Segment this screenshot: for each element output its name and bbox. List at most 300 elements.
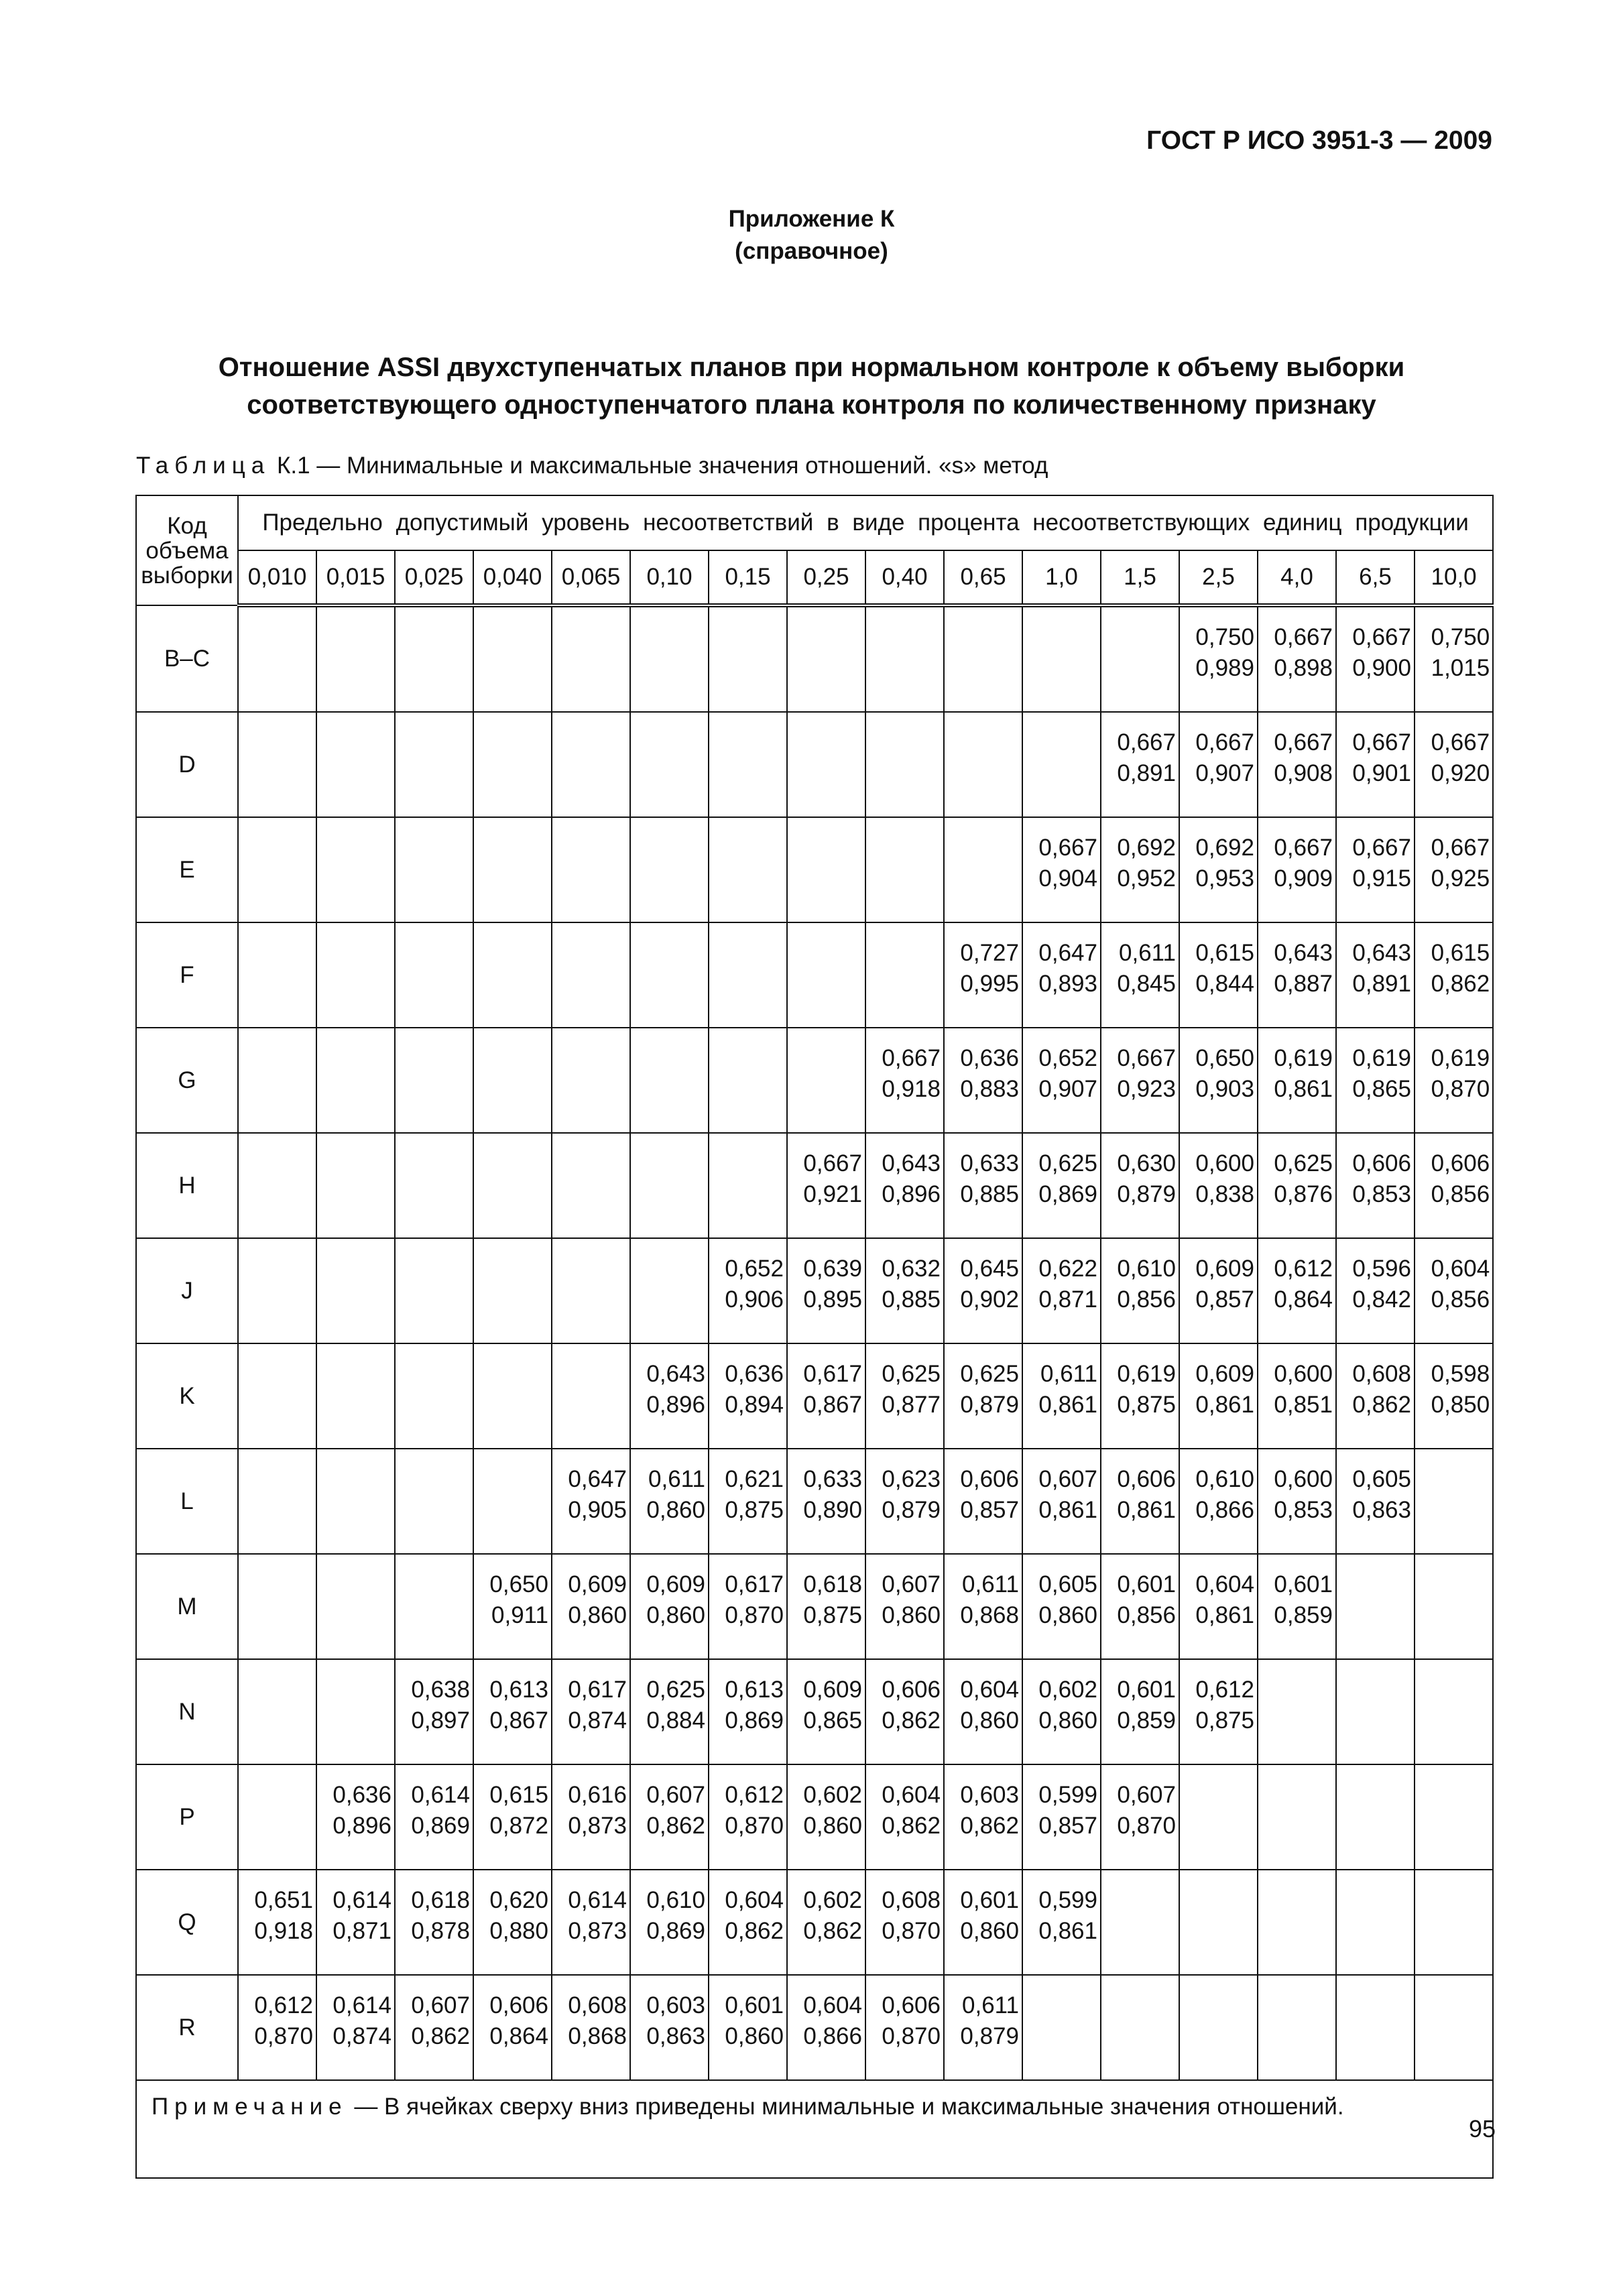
standard-number: ГОСТ Р ИСО 3951-3 — 2009: [1146, 126, 1492, 155]
ratio-min: 0,619: [1431, 1045, 1490, 1071]
empty-cell: [944, 605, 1022, 712]
empty-cell: [238, 1659, 316, 1764]
ratio-min: 0,647: [1038, 940, 1097, 966]
table-note: [136, 2080, 1493, 2178]
empty-cell: [944, 817, 1022, 922]
ratio-max: 0,873: [568, 1918, 627, 1944]
ratio-cell: [787, 1870, 865, 1975]
empty-cell: [944, 712, 1022, 817]
ratio-max: 0,874: [333, 2023, 392, 2049]
ratio-max: 0,869: [1038, 1181, 1097, 1207]
ratio-cell: [787, 1133, 865, 1238]
sample-size-code: G: [136, 1028, 238, 1133]
annex-label: Приложение К: [728, 206, 895, 232]
ratio-min: 0,610: [1117, 1256, 1176, 1282]
ratio-min: 0,609: [568, 1571, 627, 1597]
ratio-min: 0,599: [1038, 1782, 1097, 1808]
ratio-min: 0,604: [803, 1992, 862, 2018]
table-row: [136, 1975, 1493, 2080]
ratio-cell: [1179, 1554, 1258, 1659]
sample-size-code: D: [136, 712, 238, 817]
ratio-min: 0,636: [725, 1361, 784, 1387]
ratio-min: 0,621: [725, 1466, 784, 1492]
empty-cell: [552, 1238, 630, 1343]
ratio-cell: [709, 1659, 787, 1764]
table-row: [136, 712, 1493, 817]
ratio-min: 0,619: [1352, 1045, 1411, 1071]
empty-cell: [865, 712, 944, 817]
ratio-max: 0,864: [489, 2023, 548, 2049]
ratio-min: 0,603: [646, 1992, 705, 2018]
ratio-min: 0,605: [1038, 1571, 1097, 1597]
ratio-cell: [1258, 1554, 1336, 1659]
empty-cell: [1336, 1659, 1415, 1764]
ratio-max: 0,871: [333, 1918, 392, 1944]
ratio-max: 0,861: [1038, 1392, 1097, 1418]
ratio-max: 0,879: [960, 1392, 1019, 1418]
ratio-min: 0,602: [803, 1887, 862, 1913]
ratio-min: 0,667: [1352, 729, 1411, 756]
ratio-cell: [1179, 1133, 1258, 1238]
ratio-max: 0,923: [1117, 1076, 1176, 1102]
empty-cell: [630, 817, 709, 922]
empty-cell: [552, 712, 630, 817]
empty-cell: [395, 1449, 473, 1554]
note-prefix: Примечание: [152, 2094, 348, 2120]
empty-cell: [1101, 605, 1179, 712]
ratio-max: 0,876: [1274, 1181, 1333, 1207]
ratio-table: [135, 495, 1494, 2179]
ratio-cell: [1022, 922, 1101, 1028]
ratio-max: 0,925: [1431, 865, 1490, 892]
ratio-cell: [709, 1554, 787, 1659]
empty-cell: [630, 712, 709, 817]
ratio-cell: [787, 1238, 865, 1343]
ratio-max: 0,903: [1195, 1076, 1254, 1102]
empty-cell: [316, 1028, 395, 1133]
ratio-min: 0,636: [960, 1045, 1019, 1071]
ratio-cell: [1022, 1764, 1101, 1870]
ratio-max: 0,953: [1195, 865, 1254, 892]
empty-cell: [473, 712, 552, 817]
ratio-min: 0,606: [960, 1466, 1019, 1492]
annex-heading: [0, 203, 1623, 267]
empty-cell: [238, 1238, 316, 1343]
ratio-max: 0,857: [1195, 1286, 1254, 1313]
empty-cell: [238, 817, 316, 922]
ratio-min: 0,611: [962, 1571, 1019, 1597]
ratio-min: 0,625: [882, 1361, 941, 1387]
ratio-max: 0,863: [646, 2023, 705, 2049]
ratio-max: 0,878: [411, 1918, 470, 1944]
ratio-max: 0,875: [803, 1602, 862, 1628]
ratio-min: 0,607: [646, 1782, 705, 1808]
table-row: [136, 1659, 1493, 1764]
sample-size-code: L: [136, 1449, 238, 1554]
empty-cell: [1415, 1449, 1493, 1554]
ratio-cell: [1101, 1764, 1179, 1870]
ratio-max: 0,877: [882, 1392, 941, 1418]
ratio-cell: [1022, 1449, 1101, 1554]
ratio-min: 0,667: [1274, 624, 1333, 650]
ratio-min: 0,750: [1431, 624, 1490, 650]
ratio-cell: [1336, 1133, 1415, 1238]
empty-cell: [395, 1028, 473, 1133]
ratio-cell: [1258, 1238, 1336, 1343]
ratio-min: 0,633: [803, 1466, 862, 1492]
ratio-max: 0,907: [1195, 760, 1254, 786]
ratio-cell: [1022, 1133, 1101, 1238]
ratio-cell: [1022, 1238, 1101, 1343]
title-line-2: соответствующего одноступенчатого плана контроля по количественному признаку: [247, 390, 1376, 420]
empty-cell: [473, 1343, 552, 1449]
ratio-min: 0,625: [1038, 1150, 1097, 1176]
empty-cell: [1336, 1554, 1415, 1659]
ratio-min: 0,617: [803, 1361, 862, 1387]
sample-size-code: R: [136, 1975, 238, 2080]
table-row: [136, 922, 1493, 1028]
ratio-min: 0,727: [960, 940, 1019, 966]
table-row: [136, 1133, 1493, 1238]
ratio-cell: [1258, 1449, 1336, 1554]
empty-cell: [552, 1133, 630, 1238]
empty-cell: [238, 1133, 316, 1238]
ratio-cell: [944, 1659, 1022, 1764]
ratio-cell: [1336, 712, 1415, 817]
empty-cell: [1258, 1659, 1336, 1764]
ratio-cell: [1336, 1028, 1415, 1133]
ratio-max: 0,911: [491, 1602, 548, 1628]
ratio-min: 0,647: [568, 1466, 627, 1492]
aql-group-header: Предельно допустимый уровень несоответствий в виде процента несоответствующих единиц продукции: [238, 495, 1493, 550]
ratio-cell: [1022, 1870, 1101, 1975]
empty-cell: [238, 1343, 316, 1449]
empty-cell: [1415, 1659, 1493, 1764]
ratio-min: 0,611: [962, 1992, 1019, 2018]
ratio-min: 0,643: [1352, 940, 1411, 966]
empty-cell: [316, 712, 395, 817]
sample-size-code: F: [136, 922, 238, 1028]
ratio-min: 0,612: [1274, 1256, 1333, 1282]
ratio-cell: [787, 1659, 865, 1764]
ratio-max: 0,860: [960, 1918, 1019, 1944]
empty-cell: [238, 712, 316, 817]
ratio-max: 0,865: [803, 1707, 862, 1734]
empty-cell: [1179, 1975, 1258, 2080]
ratio-max: 0,921: [803, 1181, 862, 1207]
ratio-cell: [473, 1870, 552, 1975]
ratio-min: 0,636: [333, 1782, 392, 1808]
ratio-cell: [1101, 1343, 1179, 1449]
empty-cell: [395, 817, 473, 922]
empty-cell: [1101, 1975, 1179, 2080]
ratio-max: 0,861: [1038, 1497, 1097, 1523]
aql-level-header: 1,0: [1022, 550, 1101, 605]
ratio-min: 0,611: [1040, 1361, 1097, 1387]
ratio-max: 0,862: [646, 1813, 705, 1839]
empty-cell: [316, 1133, 395, 1238]
ratio-cell: [865, 1449, 944, 1554]
empty-cell: [1336, 1975, 1415, 2080]
ratio-min: 0,608: [1352, 1361, 1411, 1387]
ratio-cell: [316, 1870, 395, 1975]
ratio-min: 0,606: [489, 1992, 548, 2018]
ratio-cell: [1336, 605, 1415, 712]
empty-cell: [552, 1028, 630, 1133]
ratio-max: 0,862: [411, 2023, 470, 2049]
table-row: [136, 1238, 1493, 1343]
ratio-max: 0,865: [1352, 1076, 1411, 1102]
ratio-min: 0,604: [1431, 1256, 1490, 1282]
ratio-max: 0,891: [1117, 760, 1176, 786]
ratio-cell: [1415, 817, 1493, 922]
ratio-min: 0,667: [1195, 729, 1254, 756]
ratio-max: 0,860: [725, 2023, 784, 2049]
ratio-cell: [709, 1343, 787, 1449]
empty-cell: [1179, 1870, 1258, 1975]
ratio-min: 0,613: [725, 1677, 784, 1703]
empty-cell: [1415, 1554, 1493, 1659]
ratio-cell: [944, 1870, 1022, 1975]
ratio-cell: [944, 1975, 1022, 2080]
code-header: Код объема выборки: [136, 495, 238, 605]
sample-size-code: K: [136, 1343, 238, 1449]
ratio-max: 0,868: [960, 1602, 1019, 1628]
ratio-cell: [1179, 605, 1258, 712]
ratio-max: 0,880: [489, 1918, 548, 1944]
table-row: [136, 1343, 1493, 1449]
ratio-min: 0,667: [1117, 1045, 1176, 1071]
empty-cell: [1258, 1870, 1336, 1975]
empty-cell: [316, 1659, 395, 1764]
ratio-min: 0,625: [646, 1677, 705, 1703]
empty-cell: [552, 1343, 630, 1449]
ratio-max: 0,868: [568, 2023, 627, 2049]
ratio-min: 0,609: [803, 1677, 862, 1703]
empty-cell: [630, 922, 709, 1028]
ratio-cell: [865, 1975, 944, 2080]
empty-cell: [1336, 1870, 1415, 1975]
ratio-cell: [630, 1659, 709, 1764]
ratio-min: 0,606: [1117, 1466, 1176, 1492]
ratio-min: 0,620: [489, 1887, 548, 1913]
ratio-cell: [630, 1449, 709, 1554]
ratio-min: 0,601: [960, 1887, 1019, 1913]
ratio-cell: [1179, 1659, 1258, 1764]
ratio-cell: [1179, 1238, 1258, 1343]
ratio-min: 0,601: [1274, 1571, 1333, 1597]
ratio-max: 0,862: [1431, 971, 1490, 997]
sample-size-code: J: [136, 1238, 238, 1343]
ratio-max: 0,850: [1431, 1392, 1490, 1418]
ratio-min: 0,667: [1274, 835, 1333, 861]
ratio-max: 0,870: [882, 1918, 941, 1944]
empty-cell: [395, 712, 473, 817]
ratio-min: 0,667: [1352, 835, 1411, 861]
aql-level-header: 0,040: [473, 550, 552, 605]
empty-cell: [787, 817, 865, 922]
ratio-min: 0,632: [882, 1256, 941, 1282]
ratio-max: 0,890: [803, 1497, 862, 1523]
empty-cell: [552, 605, 630, 712]
empty-cell: [238, 1554, 316, 1659]
ratio-max: 0,860: [568, 1602, 627, 1628]
ratio-min: 0,604: [960, 1677, 1019, 1703]
empty-cell: [1179, 1764, 1258, 1870]
ratio-min: 0,667: [803, 1150, 862, 1176]
ratio-max: 0,909: [1274, 865, 1333, 892]
ratio-min: 0,614: [411, 1782, 470, 1808]
ratio-cell: [238, 1870, 316, 1975]
ratio-max: 0,860: [882, 1602, 941, 1628]
ratio-cell: [1415, 922, 1493, 1028]
ratio-max: 0,844: [1195, 971, 1254, 997]
ratio-min: 0,643: [646, 1361, 705, 1387]
ratio-cell: [552, 1659, 630, 1764]
empty-cell: [238, 1764, 316, 1870]
ratio-max: 0,952: [1117, 865, 1176, 892]
ratio-cell: [1101, 1449, 1179, 1554]
ratio-max: 0,883: [960, 1076, 1019, 1102]
ratio-max: 0,887: [1274, 971, 1333, 997]
ratio-min: 0,622: [1038, 1256, 1097, 1282]
table-row: [136, 817, 1493, 922]
ratio-max: 0,842: [1352, 1286, 1411, 1313]
ratio-min: 0,606: [1352, 1150, 1411, 1176]
sample-size-code: H: [136, 1133, 238, 1238]
ratio-min: 0,625: [1274, 1150, 1333, 1176]
ratio-max: 0,872: [489, 1813, 548, 1839]
ratio-max: 0,870: [725, 1813, 784, 1839]
empty-cell: [630, 1028, 709, 1133]
ratio-max: 0,894: [725, 1392, 784, 1418]
empty-cell: [1415, 1975, 1493, 2080]
empty-cell: [865, 922, 944, 1028]
empty-cell: [316, 922, 395, 1028]
title-line-1: Отношение ASSI двухступенчатых планов при нормальном контроле к объему выборки: [218, 353, 1405, 382]
ratio-max: 0,898: [1274, 655, 1333, 681]
empty-cell: [316, 817, 395, 922]
ratio-cell: [709, 1870, 787, 1975]
ratio-cell: [1022, 817, 1101, 922]
ratio-max: 0,838: [1195, 1181, 1254, 1207]
empty-cell: [865, 817, 944, 922]
ratio-cell: [552, 1764, 630, 1870]
ratio-min: 0,667: [882, 1045, 941, 1071]
note-text: — В ячейках сверху вниз приведены минимальные и максимальные значения отношений.: [347, 2094, 1344, 2120]
table-caption-text: К.1 — Минимальные и максимальные значения отношений. «s» метод: [270, 452, 1048, 479]
empty-cell: [630, 605, 709, 712]
ratio-max: 0,870: [1431, 1076, 1490, 1102]
table-row: [136, 1028, 1493, 1133]
empty-cell: [1022, 1975, 1101, 2080]
ratio-max: 0,851: [1274, 1392, 1333, 1418]
ratio-max: 0,860: [803, 1813, 862, 1839]
ratio-min: 0,650: [1195, 1045, 1254, 1071]
empty-cell: [395, 1554, 473, 1659]
ratio-min: 0,603: [960, 1782, 1019, 1808]
ratio-max: 0,857: [960, 1497, 1019, 1523]
ratio-max: 0,896: [333, 1813, 392, 1839]
empty-cell: [473, 817, 552, 922]
ratio-max: 0,859: [1117, 1707, 1176, 1734]
ratio-max: 0,871: [1038, 1286, 1097, 1313]
ratio-min: 0,605: [1352, 1466, 1411, 1492]
sample-size-code: Q: [136, 1870, 238, 1975]
ratio-min: 0,615: [489, 1782, 548, 1808]
ratio-max: 0,860: [1038, 1602, 1097, 1628]
ratio-cell: [1179, 922, 1258, 1028]
ratio-cell: [1022, 1028, 1101, 1133]
empty-cell: [630, 1133, 709, 1238]
ratio-max: 0,904: [1038, 865, 1097, 892]
ratio-max: 0,870: [725, 1602, 784, 1628]
ratio-min: 0,667: [1352, 624, 1411, 650]
page-number: 95: [1468, 2115, 1496, 2142]
ratio-min: 0,606: [882, 1992, 941, 2018]
empty-cell: [316, 1554, 395, 1659]
empty-cell: [316, 1343, 395, 1449]
ratio-min: 0,602: [803, 1782, 862, 1808]
sample-size-code: E: [136, 817, 238, 922]
ratio-max: 0,896: [882, 1181, 941, 1207]
ratio-min: 0,609: [1195, 1361, 1254, 1387]
aql-level-header: 0,65: [944, 550, 1022, 605]
ratio-cell: [1415, 1238, 1493, 1343]
ratio-min: 0,614: [333, 1992, 392, 2018]
ratio-min: 0,652: [1038, 1045, 1097, 1071]
ratio-max: 0,884: [646, 1707, 705, 1734]
ratio-cell: [787, 1343, 865, 1449]
ratio-cell: [1415, 1343, 1493, 1449]
empty-cell: [395, 1133, 473, 1238]
ratio-max: 0,870: [882, 2023, 941, 2049]
empty-cell: [1415, 1870, 1493, 1975]
ratio-cell: [552, 1975, 630, 2080]
ratio-max: 0,863: [1352, 1497, 1411, 1523]
ratio-cell: [552, 1449, 630, 1554]
ratio-cell: [865, 1554, 944, 1659]
ratio-max: 0,864: [1274, 1286, 1333, 1313]
ratio-cell: [1179, 1449, 1258, 1554]
empty-cell: [552, 817, 630, 922]
ratio-cell: [1415, 712, 1493, 817]
ratio-max: 0,875: [1195, 1707, 1254, 1734]
ratio-min: 0,623: [882, 1466, 941, 1492]
ratio-cell: [395, 1764, 473, 1870]
ratio-cell: [1258, 922, 1336, 1028]
ratio-cell: [552, 1870, 630, 1975]
ratio-max: 0,995: [960, 971, 1019, 997]
ratio-cell: [1336, 1238, 1415, 1343]
ratio-max: 0,860: [646, 1497, 705, 1523]
ratio-max: 0,918: [882, 1076, 941, 1102]
ratio-max: 0,862: [960, 1813, 1019, 1839]
ratio-cell: [1101, 1238, 1179, 1343]
ratio-max: 0,875: [725, 1497, 784, 1523]
ratio-max: 0,867: [803, 1392, 862, 1418]
empty-cell: [709, 817, 787, 922]
ratio-max: 0,856: [1431, 1286, 1490, 1313]
ratio-max: 0,856: [1117, 1602, 1176, 1628]
aql-level-header: 0,40: [865, 550, 944, 605]
ratio-max: 0,856: [1431, 1181, 1490, 1207]
ratio-max: 0,895: [803, 1286, 862, 1313]
empty-cell: [709, 922, 787, 1028]
aql-level-header: 4,0: [1258, 550, 1336, 605]
ratio-cell: [1101, 1659, 1179, 1764]
table-caption-prefix: Таблица: [136, 452, 271, 479]
